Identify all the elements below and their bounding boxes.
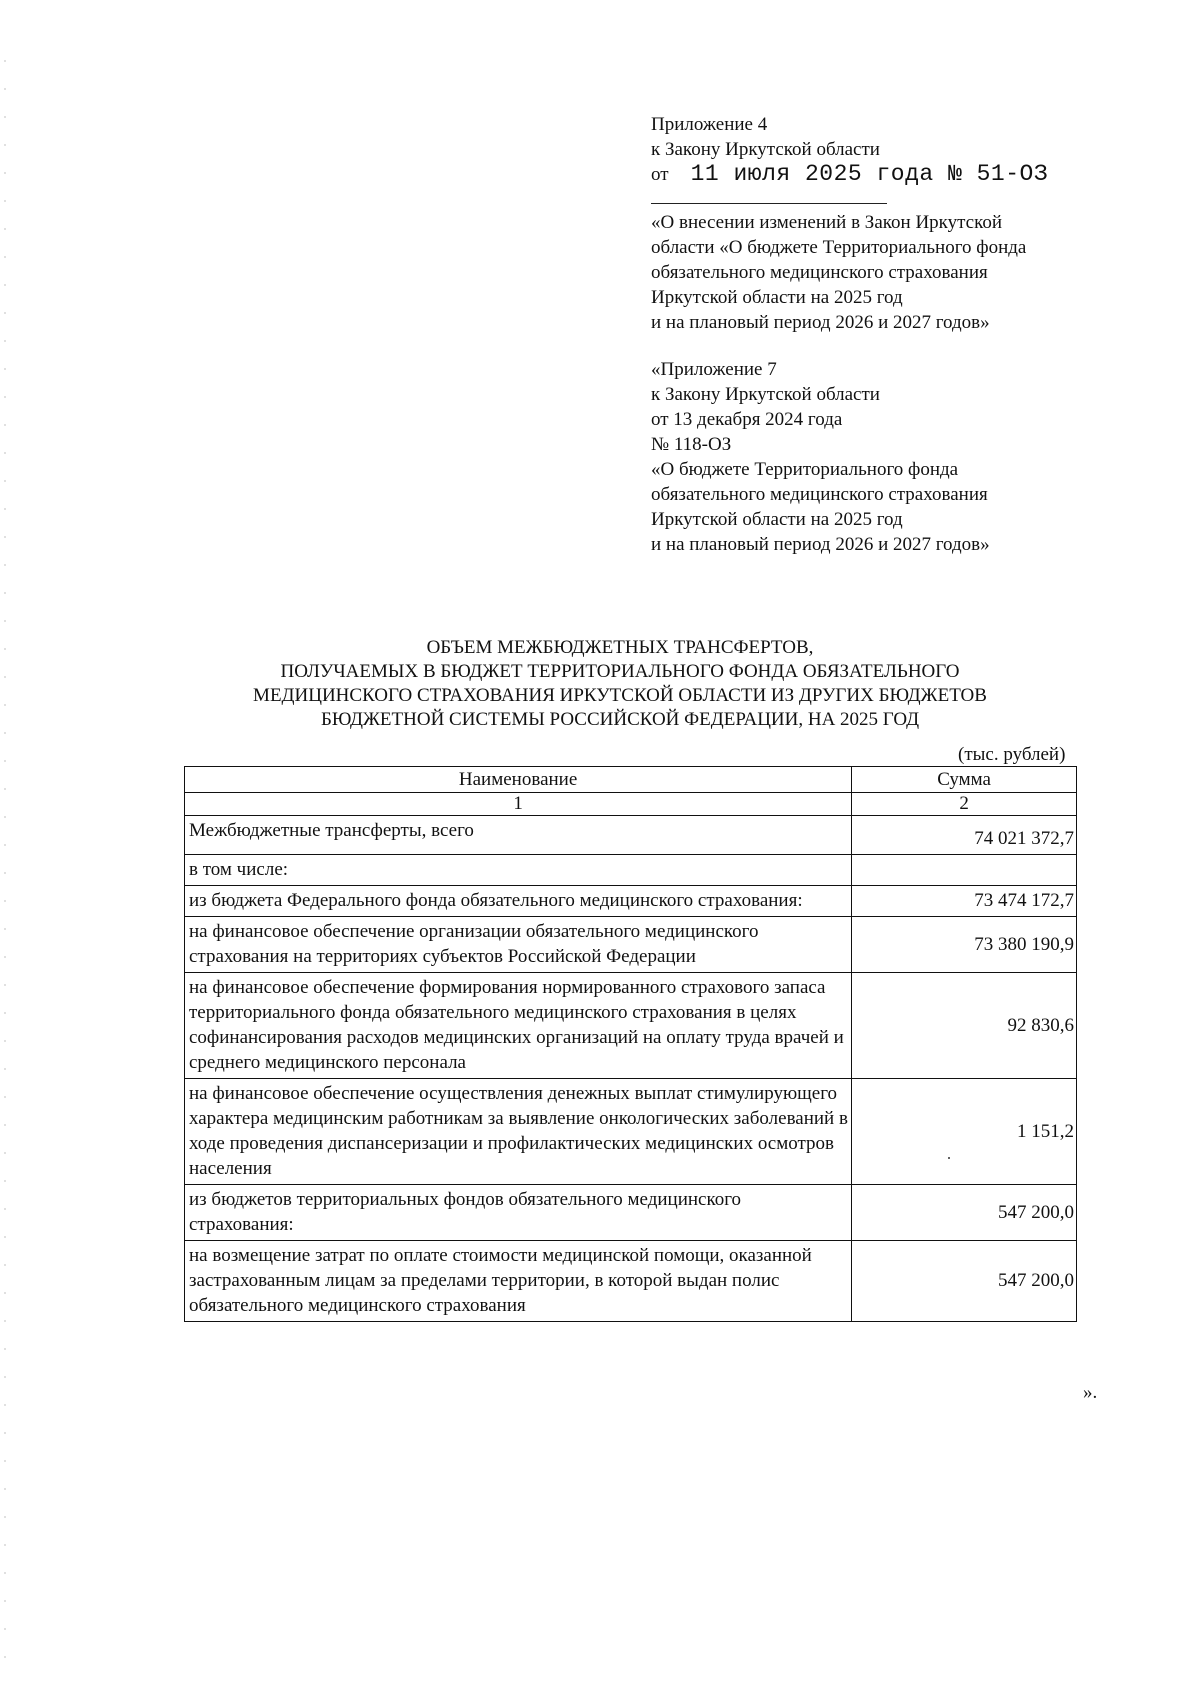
row-name: на финансовое обеспечение осуществления денежных выплат стимулирующего характера медицинским работникам за выявление онкологических заболеваний в ходе проведения диспансеризации и профилактических медицинских осмотров населения [185,1079,852,1185]
amendment-line: Иркутской области на 2025 год [651,287,903,308]
column-index: 1 [185,793,852,816]
row-name: Межбюджетные трансферты, всего [185,816,852,855]
title-line: ОБЪЕМ МЕЖБЮДЖЕТНЫХ ТРАНСФЕРТОВ, [426,637,814,658]
column-index-row [185,793,1077,816]
appendix-header [651,112,1121,557]
row-name: из бюджета Федерального фонда обязательного медицинского страхования: [185,886,852,917]
from-prefix: от [651,164,669,185]
original-line: обязательного медицинского страхования [651,484,988,505]
amendment-line: и на плановый период 2026 и 2027 годов» [651,312,990,333]
scan-margin-marks [4,60,6,1660]
closing-quote-mark: ». [1083,1382,1098,1403]
original-line: «О бюджете Территориального фонда [651,459,959,480]
column-index: 2 [852,793,1077,816]
title-line: ПОЛУЧАЕМЫХ В БЮДЖЕТ ТЕРРИТОРИАЛЬНОГО ФОНДА ОБЯЗАТЕЛЬНОГО [280,661,960,682]
table-header-row [185,767,1077,793]
original-line: и на плановый период 2026 и 2027 годов» [651,534,990,555]
original-line: Иркутской области на 2025 год [651,509,903,530]
table-row [185,1185,1077,1241]
title-line: БЮДЖЕТНОЙ СИСТЕМЫ РОССИЙСКОЙ ФЕДЕРАЦИИ, НА 2025 ГОД [320,709,920,730]
table-row [185,973,1077,1079]
row-sum: 73 474 172,7 [852,886,1077,917]
appendix-label: Приложение 4 [651,114,768,135]
amendment-line: «О внесении изменений в Закон Иркутской [651,212,1003,233]
table-row [185,1241,1077,1322]
row-name: на финансовое обеспечение формирования нормированного страхового запаса территориального фонда обязательного медицинского страхования в целях софинансирования расходов медицинских организаций на оплату труда врачей и среднего медицинского персонала [185,973,852,1079]
row-sum: 73 380 190,9 [852,917,1077,973]
row-sum: 74 021 372,7 [852,816,1077,855]
row-sum [852,855,1077,886]
amendment-line: обязательного медицинского страхования [651,262,988,283]
signature-rule [651,203,887,204]
amendment-line: области «О бюджете Территориального фонда [651,237,1027,258]
table-row [185,816,1077,855]
row-sum: 547 200,0 [852,1185,1077,1241]
title-line: МЕДИЦИНСКОГО СТРАХОВАНИЯ ИРКУТСКОЙ ОБЛАСТИ ИЗ ДРУГИХ БЮДЖЕТОВ [253,685,987,706]
row-name: из бюджетов территориальных фондов обязательного медицинского страхования: [185,1185,852,1241]
law-label: к Закону Иркутской области [651,139,880,160]
row-name: на финансовое обеспечение организации обязательного медицинского страхования на территориях субъектов Российской Федерации [185,917,852,973]
original-appendix-reference [651,357,1121,557]
amendment-title [651,210,1121,335]
law-date-line [651,162,1121,187]
table-row [185,1079,1077,1185]
original-line: № 118-ОЗ [651,434,732,455]
table-row [185,855,1077,886]
units-label: (тыс. рублей) [958,744,1066,765]
original-line: «Приложение 7 [651,359,777,380]
column-header-sum: Сумма [852,767,1077,793]
original-line: от 13 декабря 2024 года [651,409,843,430]
row-name: в том числе: [185,855,852,886]
row-sum: 92 830,6 [852,973,1077,1079]
column-header-name: Наименование [185,767,852,793]
document-title [170,636,1070,732]
row-sum: 547 200,0 [852,1241,1077,1322]
scan-speck [948,1157,950,1159]
table-row [185,886,1077,917]
row-sum: 1 151,2 [852,1079,1077,1185]
table-row [185,917,1077,973]
transfers-table [184,766,1077,1322]
original-line: к Закону Иркутской области [651,384,880,405]
row-name: на возмещение затрат по оплате стоимости медицинской помощи, оказанной застрахованным лицам за пределами территории, в которой выдан полис обязательного медицинского страхования [185,1241,852,1322]
date-number-stamp: 11 июля 2025 года № 51-ОЗ [690,161,1049,187]
